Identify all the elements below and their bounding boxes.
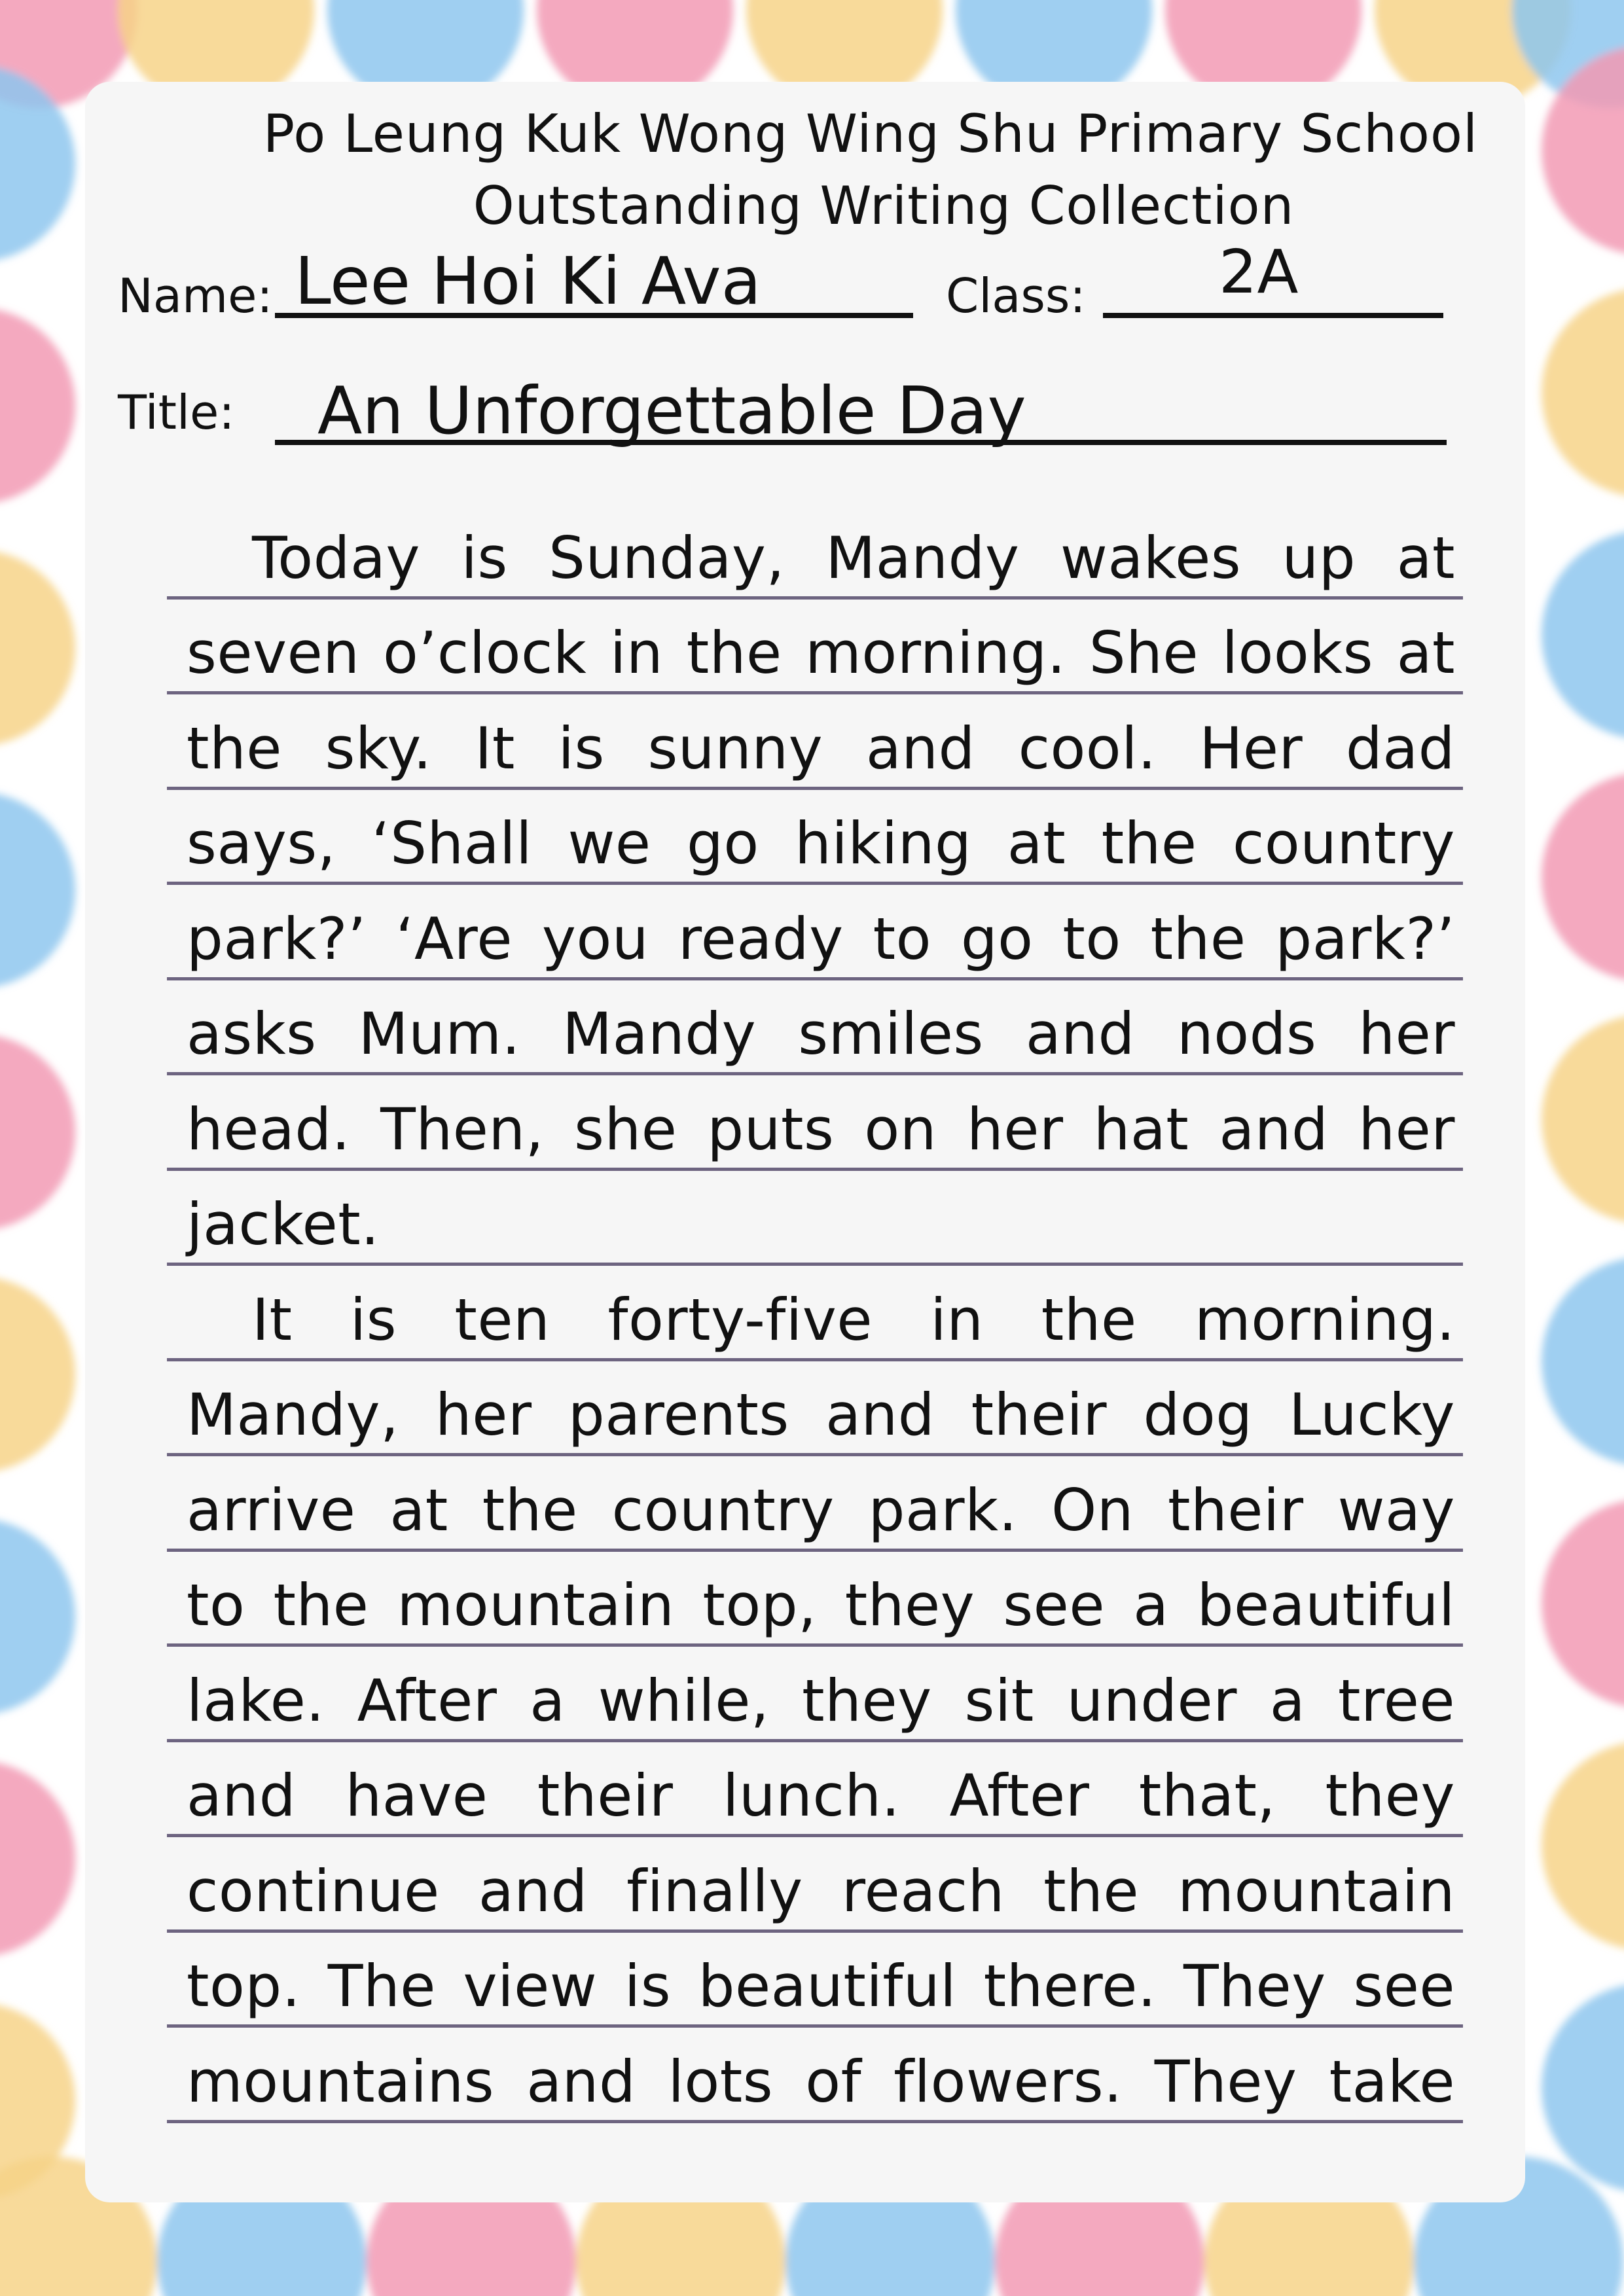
watercolor-dot: [1542, 530, 1624, 740]
name-label: Name:: [118, 268, 273, 323]
essay-line: jacket.: [187, 1191, 380, 1258]
essay-line: arrive at the country park. On their way: [187, 1476, 1455, 1544]
watercolor-dot: [0, 1276, 75, 1473]
essay-line: top. The view is beautiful there. They see: [187, 1952, 1455, 2020]
ruled-line: [167, 504, 1463, 600]
essay-line: and have their lunch. After that, they: [187, 1762, 1455, 1829]
class-value: 2A: [1219, 237, 1299, 307]
ruled-line: [167, 1742, 1463, 1838]
ruled-line: [167, 1266, 1463, 1361]
ruled-line: [167, 600, 1463, 695]
ruled-line: [167, 1075, 1463, 1171]
class-underline: [1103, 313, 1443, 318]
essay-line: park?’ ‘Are you ready to go to the park?’: [187, 905, 1455, 973]
essay-line: seven o’clock in the morning. She looks at: [187, 619, 1455, 687]
essay-line: Today is Sunday, Mandy wakes up at: [252, 524, 1455, 592]
ruled-line: [167, 1647, 1463, 1742]
watercolor-dot: [1542, 1983, 1624, 2193]
watercolor-dot: [1542, 1014, 1624, 1224]
essay-line: asks Mum. Mandy smiles and nods her: [187, 1000, 1455, 1067]
ruled-line: [167, 694, 1463, 790]
watercolor-dot: [0, 1518, 75, 1715]
ruled-line: [167, 790, 1463, 886]
essay-line: It is ten forty-five in the morning.: [252, 1285, 1455, 1354]
ruled-line: [167, 1171, 1463, 1266]
watercolor-dot: [0, 1034, 75, 1230]
essay-line: continue and finally reach the mountain: [187, 1857, 1455, 1925]
school-header: [196, 98, 1545, 242]
ruled-line: [167, 1361, 1463, 1457]
ruled-line: [167, 1933, 1463, 2028]
watercolor-dot: [0, 550, 75, 746]
school-name: Po Leung Kuk Wong Wing Shu Primary School: [262, 103, 1479, 164]
ruled-line: [167, 1552, 1463, 1647]
ruled-line: [167, 980, 1463, 1076]
title-underline: [275, 440, 1447, 445]
essay-line: the sky. It is sunny and cool. Her dad: [187, 714, 1455, 782]
essay-line: lake. After a while, they sit under a tree: [187, 1666, 1455, 1734]
ruled-line: [167, 885, 1463, 980]
essay-line: to the mountain top, they see a beautiful: [187, 1571, 1455, 1639]
essay-line: head. Then, she puts on her hat and her: [187, 1095, 1455, 1163]
name-value: Lee Hoi Ki Ava: [295, 243, 761, 319]
ruled-line: [167, 2028, 1463, 2123]
watercolor-dot: [1542, 1741, 1624, 1950]
essay-line: says, ‘Shall we go hiking at the country: [187, 810, 1455, 877]
watercolor-dot: [0, 1761, 75, 1957]
essay-body: [167, 504, 1463, 2123]
watercolor-dot: [0, 792, 75, 988]
ruled-line: [167, 1456, 1463, 1552]
essay-line: Mandy, her parents and their dog Lucky: [187, 1381, 1455, 1448]
class-label: Class:: [946, 268, 1086, 323]
watercolor-dot: [0, 308, 75, 504]
essay-line: mountains and lots of flowers. They take: [187, 2047, 1455, 2115]
title-value: An Unforgettable Day: [317, 372, 1026, 449]
collection-title: Outstanding Writing Collection: [473, 175, 1295, 236]
watercolor-dot: [1542, 1257, 1624, 1466]
watercolor-dot: [1542, 288, 1624, 497]
title-label: Title:: [118, 385, 235, 440]
name-underline: [275, 313, 913, 318]
watercolor-dot: [1542, 772, 1624, 982]
ruled-line: [167, 1837, 1463, 1933]
watercolor-dot: [1542, 1499, 1624, 1708]
